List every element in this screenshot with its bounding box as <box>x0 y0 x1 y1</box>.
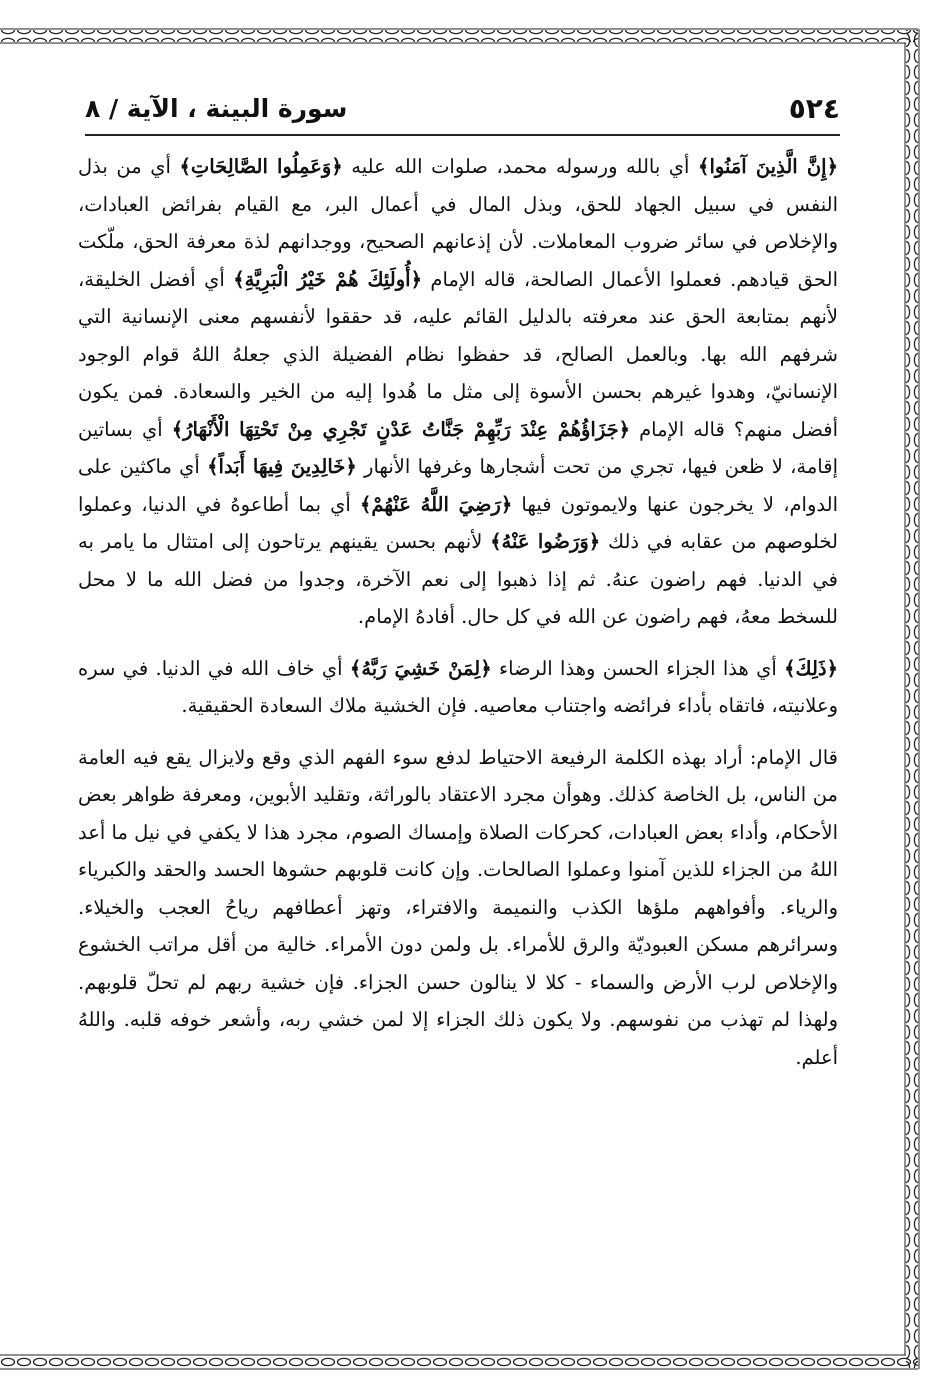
quran-quote: ﴿أُولَئِكَ هُمْ خَيْرُ الْبَرِيَّةِ﴾ <box>233 267 422 291</box>
quran-quote: ﴿ذَلِكَ﴾ <box>784 656 838 680</box>
quran-quote: ﴿وَرَضُوا عَنْهُ﴾ <box>490 530 601 553</box>
paragraph-1 <box>78 148 838 636</box>
quran-quote: ﴿خَالِدِينَ فِيهَا أَبَداً﴾ <box>207 455 357 478</box>
commentary-text: أي ماكثين على الدوام، لا يخرجون عنها ولايموتون فيها <box>78 455 838 516</box>
commentary-text: لأنهم بحسن يقينهم يرتاحون إلى امتثال ما يامر به في الدنيا. فهم راضون عنهُ. ثم إذا ذهبوا إلى نعم الآخرة، وجدوا من فضل الله ما لا محل للسخط معهُ، فهم راضون عن الله في كل حال. أفادهُ الإمام. <box>78 530 838 628</box>
running-title: سورة البينة ، الآية / ٨ <box>85 93 348 123</box>
commentary-text: أي بما أطاعوهُ في الدنيا، وعملوا لخلوصهم من عقابه في ذلك <box>78 492 839 553</box>
quran-quote: ﴿جَزَاؤُهُمْ عِنْدَ رَبِّهِمْ جَنَّاتُ عَدْنٍ تَجْرِي مِنْ تَحْتِهَا الْأَنْهَارُ﴾ <box>171 417 631 441</box>
paragraph-3 <box>78 739 838 1077</box>
commentary-text: أي أفضل الخليقة، لأنهم بمتابعة الحق عند معرفته بالدليل القائم عليه، قد حققوا لأنفسهم معنى الإنسانية التي شرفهم الله بها. وبالعمل الصالح، قد حفظوا نظام الفضيلة الذي جعلهُ اللهُ قوام الوجود الإنسانيّ، وهدوا غيرهم بحسن الأسوة إلى مثل ما هُدوا إليه من الخير والسعادة. فمن يكون أفضل منهم؟ قاله الإمام <box>78 267 838 441</box>
commentary-text: أي من بذل النفس في سبيل الجهاد للحق، وبذل المال في أعمال البر، مع القيام بفرائض العبادات، والإخلاص في سائر ضروب المعاملات. لأن إذعانهم الصحيح، ووجدانهم لذة معرفة الحق، ملّكت الحق قيادهم. فعملوا الأعمال الصالحة، قاله الإمام <box>78 155 838 291</box>
commentary-text: أي بالله ورسوله محمد، صلوات الله عليه <box>342 155 699 178</box>
commentary-text: أي خاف الله في الدنيا. في سره وعلانيته، فاتقاه بأداء فرائضه واجتناب معاصيه. فإن الخشية ملاك السعادة الحقيقية. <box>78 656 838 717</box>
quran-quote: ﴿وَعَمِلُوا الصَّالِحَاتِ﴾ <box>179 155 343 178</box>
page-header <box>85 88 840 128</box>
quran-quote: ﴿إِنَّ الَّذِينَ آمَنُوا﴾ <box>698 155 838 178</box>
page-number: ٥٢٤ <box>788 91 840 125</box>
page-body <box>78 148 838 1076</box>
commentary-text: : أراد بهذه الكلمة الرفيعة الاحتياط لدفع سوء الفهم الذي وقع ولايزال يقع فيه العامة من الناس، بل الخاصة كذلك. وهوأن مجرد الاعتقاد بالوراثة، وتقليد الأبوين، ومعرفة ظواهر بعض الأحكام، وأداء بعض العبادات، كحركات الصلاة وإمساك الصوم، مجرد هذا لا يكفي في نيل ما أعد اللهُ من الجزاء للذين آمنوا وعملوا الصالحات. وإن كانت قلوبهم حشوها الحسد والحقد والكبرياء والرياء. وأفواههم ملؤها الكذب والنميمة والافتراء، وتهز أعطافهم رياحُ العجب والخيلاء. وسرائرهم مسكن العبوديّة والرق للأمراء. بل ولمن دون الأمراء. خالية من أقل مراتب الخشوع والإخلاص لرب الأرض والسماء - كلا لا ينالون حسن الجزاء. فإن خشية ربهم لم تحلّ قلوبهم. ولهذا لم تهذب من نفوسهم. ولا يكون ذلك الجزاء إلا لمن خشي ربه، وأشعر خوفه قلبه. واللهُ أعلم. <box>78 745 838 1069</box>
paragraph-2 <box>78 650 838 725</box>
paragraph-lead: قال الإمام <box>756 745 838 769</box>
header-rule <box>85 134 840 136</box>
quran-quote: ﴿لِمَنْ خَشِيَ رَبَّهُ﴾ <box>349 656 492 680</box>
commentary-text: أي بساتين إقامة، لا ظعن فيها، تجري من تحت أشجارها وغرفها الأنهار <box>78 417 838 478</box>
quran-quote: ﴿رَضِيَ اللَّهُ عَنْهُمْ﴾ <box>359 492 513 516</box>
commentary-text: أي هذا الجزاء الحسن وهذا الرضاء <box>491 656 785 680</box>
